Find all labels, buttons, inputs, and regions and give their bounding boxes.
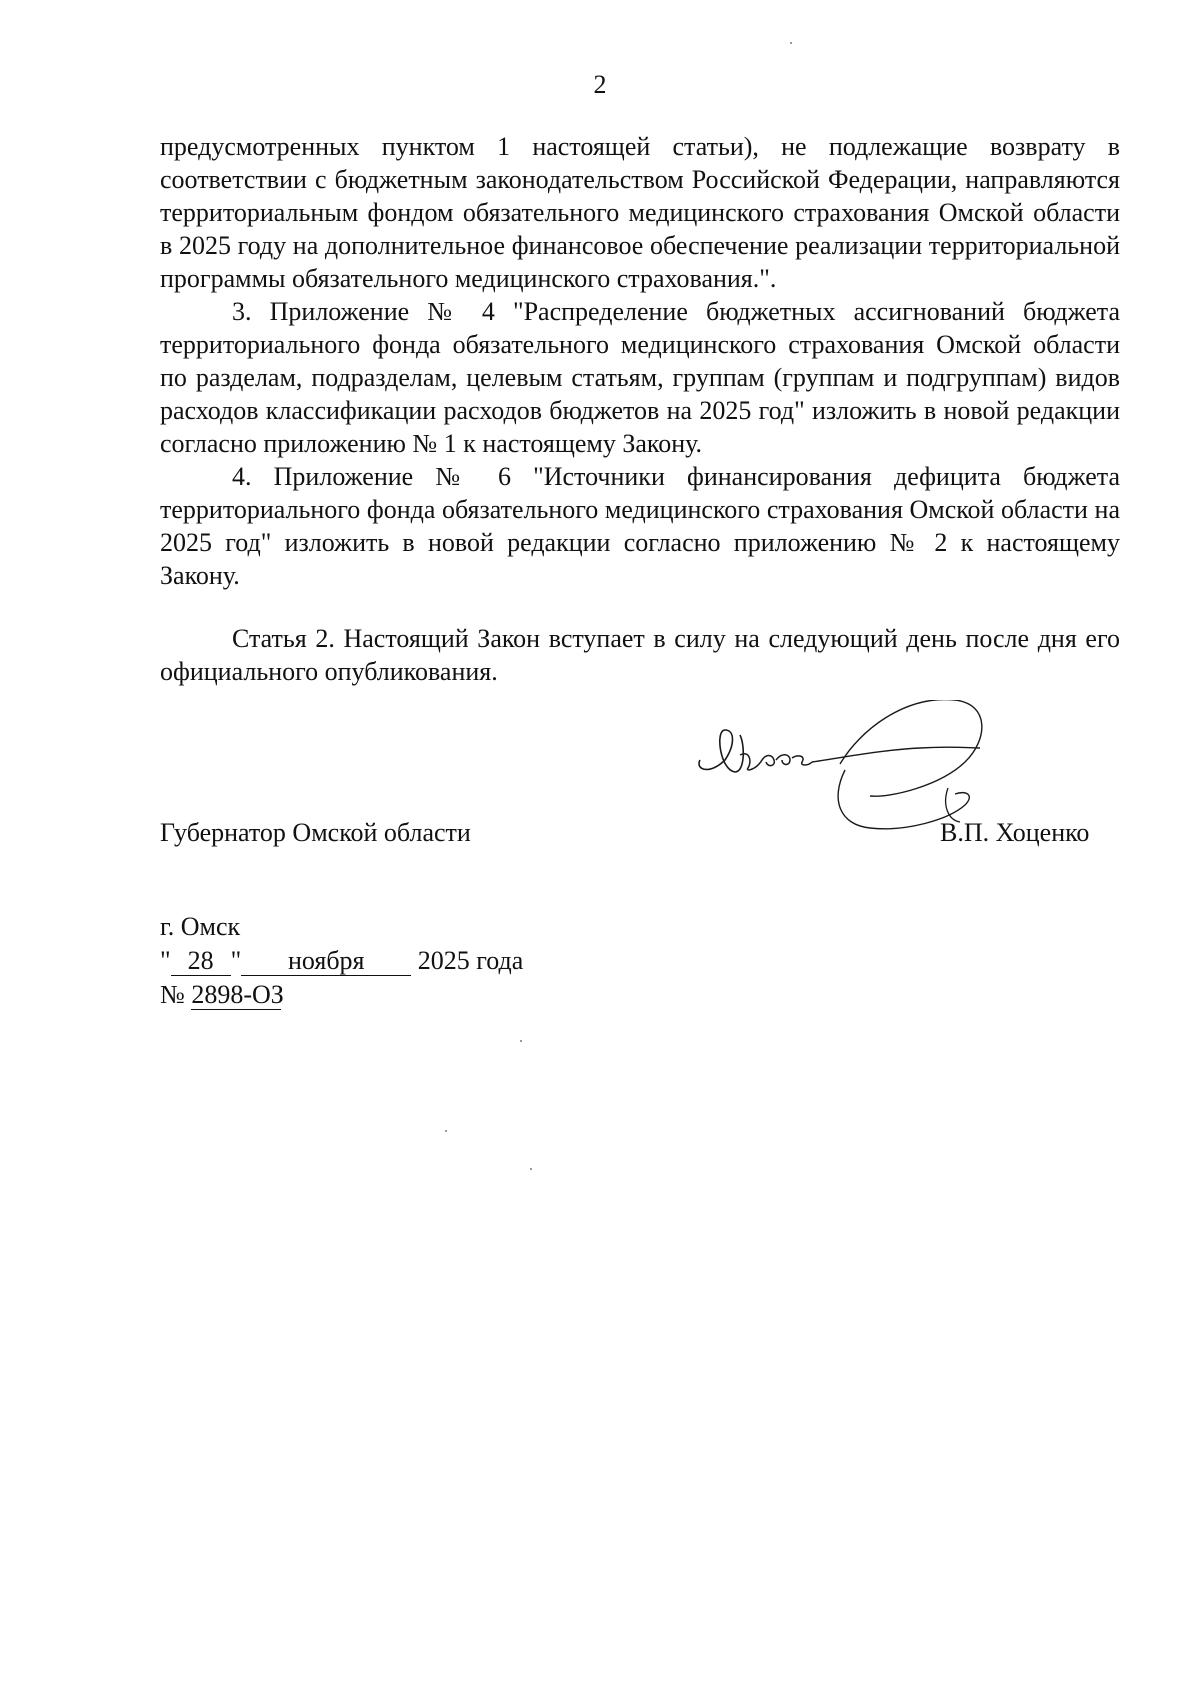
city-line: г. Омск	[160, 912, 241, 941]
date-month: ноября	[241, 947, 411, 976]
quote-close: "	[230, 946, 242, 975]
number-prefix: №	[160, 980, 185, 1009]
scan-speck	[790, 42, 792, 44]
handwritten-signature	[690, 700, 1070, 890]
scan-speck	[530, 1168, 532, 1170]
date-day: 28	[171, 947, 231, 976]
paragraph-article-2: Статья 2. Настоящий Закон вступает в силу на следующий день после дня его официального опубликования.	[160, 624, 1120, 686]
scan-speck	[520, 1040, 522, 1042]
scan-speck	[445, 1130, 447, 1132]
place-date-block	[160, 910, 523, 1012]
signatory-title: Губернатор Омской области	[160, 818, 471, 847]
paragraph-item-3: 3. Приложение № 4 "Распределение бюджетных ассигнований бюджета территориального фонда обязательного медицинского страхования Омской области по разделам, подразделам, целевым статьям, группам (группам и подгруппам) видов расходов классификации расходов бюджетов на 2025 год" изложить в новой редакции согласно приложению № 1 к настоящему Закону.	[160, 297, 1120, 458]
law-number-line	[160, 978, 523, 1012]
paragraph-gap	[160, 592, 1120, 622]
document-body	[160, 130, 1120, 688]
date-year: 2025 года	[417, 946, 524, 975]
paragraph-item-4: 4. Приложение № 6 "Источники финансирования дефицита бюджета территориального фонда обязательного медицинского страхования Омской области на 2025 год" изложить в новой редакции согласно приложению № 2 к настоящему Закону.	[160, 462, 1120, 590]
paragraph-continuation: предусмотренных пунктом 1 настоящей статьи), не подлежащие возврату в соответствии с бюджетным законодательством Российской Федерации, направляются территориальным фондом обязательного медицинского страхования Омской области в 2025 году на дополнительное финансовое обеспечение реализации территориальной программы обязательного медицинского страхования.".	[160, 132, 1120, 293]
signatory-name: В.П. Хоценко	[940, 818, 1090, 847]
page-number: 2	[593, 70, 607, 99]
quote-open: "	[160, 946, 171, 975]
date-line	[160, 944, 523, 978]
law-number: 2898-ОЗ	[191, 980, 284, 1009]
